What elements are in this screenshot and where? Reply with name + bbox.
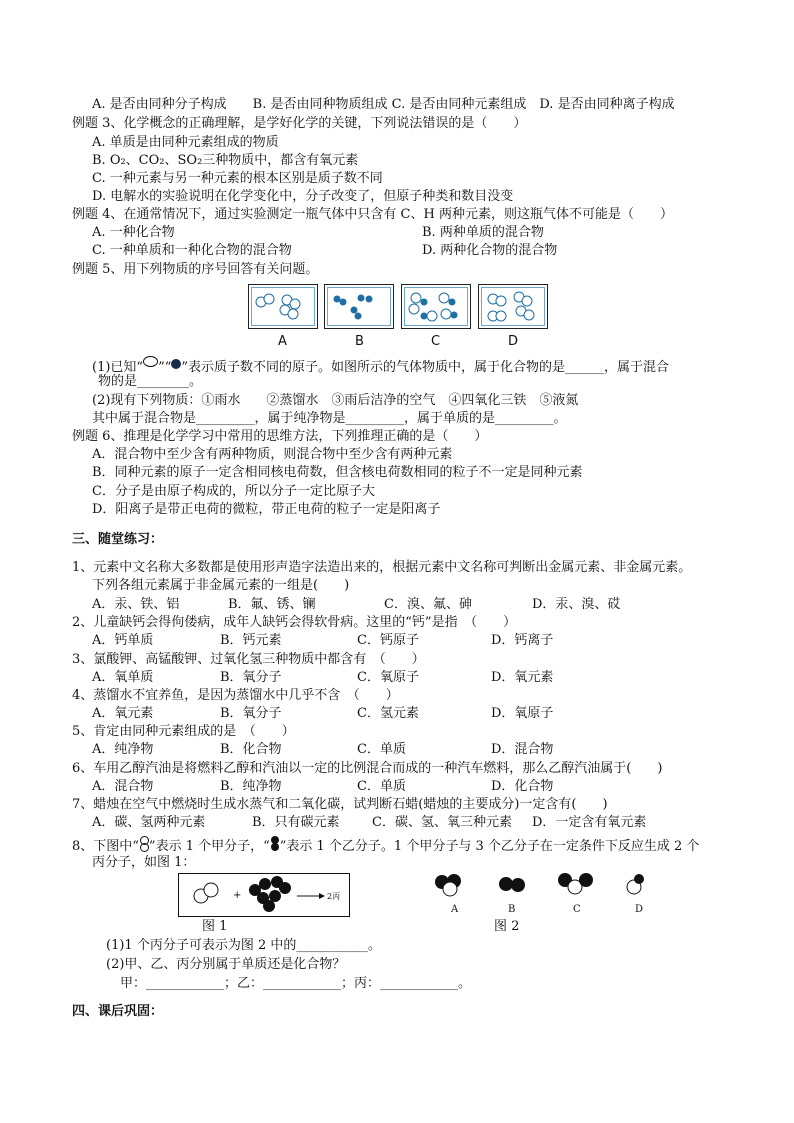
molecules-d: [479, 285, 547, 328]
example4-option-a: A. 一种化合物: [92, 225, 175, 240]
q8-part2-answers: 甲：____________；乙：____________；丙：____________。: [120, 976, 472, 991]
figure1-product: 2丙: [327, 892, 341, 901]
q4-option-a: A．氧元素: [92, 706, 154, 721]
figure2-caption: 图 2: [494, 919, 520, 934]
example3-question: 例题 3、化学概念的正确理解，是学好化学的关键，下列说法错误的是（ ）: [72, 116, 527, 131]
q3-option-d: D．氧元素: [491, 670, 554, 685]
example6-option-a: A．混合物中至少含有两种物质，则混合物中至少含有两种元素: [92, 447, 453, 462]
q4-option-d: D．氧原子: [491, 706, 554, 721]
part1-text: ”表示质子数不同的原子。如图所示的气体物质中，属于化合物的是______，属于混合: [181, 360, 670, 375]
figure1-reaction: [179, 874, 349, 916]
q5-option-a: A．纯净物: [92, 742, 154, 757]
part1-mid: ”“: [158, 360, 172, 375]
figure5-label-c: C: [431, 334, 441, 349]
q1-option-b: B．氟、锈、镧: [228, 597, 316, 612]
example3-option-d: D. 电解水的实验说明在化学变化中，分子改变了，但原子种类和数目没变: [92, 189, 514, 204]
q5-stem: 5、肯定由同种元素组成的是 （ ）: [72, 724, 295, 739]
example5-part2-cont: 其中属于混合物是_________，属于纯净物是_________，属于单质的是_________。: [92, 411, 567, 426]
example3-option-c: C. 一种元素与另一种元素的根本区别是质子数不同: [92, 171, 383, 186]
figure2-label-c: C: [573, 904, 581, 915]
q2-option-d: D．钙离子: [491, 633, 554, 648]
figure1-caption: 图 1: [202, 919, 228, 934]
figure5-box-b: [324, 284, 394, 329]
molecules-b: [325, 285, 393, 328]
q8-mid: ”表示 1 个甲分子，“: [148, 839, 270, 854]
q2-option-b: B．钙元素: [220, 633, 282, 648]
white-atom-icon: [143, 356, 158, 367]
q7-stem: 7、蜡烛在空气中燃烧时生成水蒸气和二氧化碳，试判断石蜡(蜡烛的主要成分)一定含有( ): [72, 797, 608, 812]
q7-option-b: B．只有碳元素: [252, 815, 340, 830]
q2-option-c: C．钙原子: [357, 633, 419, 648]
example5-part1-cont: 物的是________。: [98, 374, 203, 389]
figure1-box: [178, 873, 350, 917]
q7-option-c: C．碳、氢、氧三种元素: [372, 815, 512, 830]
q6-option-c: C．单质: [357, 779, 406, 794]
q8-part1: (1)1 个丙分子可表示为图 2 中的___________。: [106, 938, 381, 953]
q1-option-c: C．溴、氟、砷: [384, 597, 472, 612]
q3-option-a: A．氧单质: [92, 670, 154, 685]
q5-option-d: D．混合物: [491, 742, 554, 757]
example5-question: 例题 5、用下列物质的序号回答有关问题。: [72, 262, 319, 277]
example5-part2: (2)现有下列物质：①雨水 ②蒸馏水 ③雨后洁净的空气 ④四氧化三铁 ⑤液氮: [92, 393, 579, 408]
jia-molecule-icon: [139, 836, 149, 852]
q8-text: ”表示 1 个乙分子。1 个甲分子与 3 个乙分子在一定条件下反应生成 2 个: [279, 839, 700, 854]
figure5-label-b: B: [355, 334, 364, 349]
q3-option-c: C．氧原子: [357, 670, 419, 685]
example4-option-d: D. 两种化合物的混合物: [422, 243, 558, 258]
q8-part2: (2)甲、乙、丙分别属于单质还是化合物？: [106, 957, 346, 972]
example5-part1: [92, 356, 669, 376]
figure5-label-a: A: [278, 334, 287, 349]
q1-option-a: A．汞、铁、铝: [92, 597, 180, 612]
q1-stem-cont: 下列各组元素属于非金属元素的一组是( ): [92, 578, 350, 593]
q5-option-c: C．单质: [357, 742, 406, 757]
black-atom-icon: [171, 359, 181, 369]
q8-stem-cont: 丙分子，如图 1：: [92, 855, 196, 870]
figure2-label-d: D: [635, 904, 644, 915]
q6-stem: 6、车用乙醇汽油是将燃料乙醇和汽油以一定的比例混合而成的一种汽车燃料，那么乙醇汽油属于( ): [72, 761, 663, 776]
q6-option-a: A．混合物: [92, 779, 154, 794]
q8-prefix: 8、下图中“: [72, 839, 139, 854]
figure2-label-a: A: [451, 904, 459, 915]
example6-option-b: B．同种元素的原子一定含相同核电荷数，但含核电荷数相同的粒子不一定是同种元素: [92, 465, 583, 480]
example3-option-b: B. O₂、CO₂、SO₂三种物质中，都含有氧元素: [92, 153, 359, 168]
figure5-label-d: D: [508, 334, 519, 349]
example6-option-c: C．分子是由原子构成的，所以分子一定比原子大: [92, 484, 375, 499]
example3-option-a: A. 单质是由同种元素组成的物质: [92, 135, 279, 150]
q4-option-c: C．氢元素: [357, 706, 419, 721]
q4-stem: 4、蒸馏水不宜养鱼，是因为蒸馏水中几乎不含 （ ）: [72, 688, 399, 703]
example6-question: 例题 6、推理是化学学习中常用的思维方法，下列推理正确的是（ ）: [72, 429, 488, 444]
molecules-a: [249, 285, 317, 328]
q2-stem: 2、儿童缺钙会得佝偻病，成年人缺钙会得软骨病。这里的“钙”是指 （ ）: [72, 615, 517, 630]
section4-heading: 四、课后巩固：: [72, 1004, 164, 1019]
q8-stem: [72, 836, 699, 855]
q3-option-b: B．氧分子: [220, 670, 282, 685]
figure2-options: [428, 870, 658, 910]
example6-option-d: D．阳离子是带正电荷的微粒，带正电荷的粒子一定是阳离子: [92, 502, 441, 517]
q1-option-d: D．汞、溴、砹: [532, 597, 621, 612]
figure5-box-c: [401, 284, 471, 329]
figure5-box-a: [248, 284, 318, 329]
example2-options: A. 是否由同种分子构成 B. 是否由同种物质组成 C. 是否由同种元素组成 D. 是否由同种离子构成: [92, 97, 675, 112]
q6-option-b: B．纯净物: [220, 779, 282, 794]
example4-option-c: C. 一种单质和一种化合物的混合物: [92, 243, 292, 258]
example4-option-b: B. 两种单质的混合物: [422, 225, 544, 240]
q7-option-a: A．碳、氢两种元素: [92, 815, 206, 830]
figure2-label-b: B: [508, 904, 516, 915]
q6-option-d: D．化合物: [491, 779, 554, 794]
q1-stem: 1、元素中文名称大多数都是使用形声造字法造出来的，根据元素中文名称可判断出金属元素、非金属元素。: [72, 560, 692, 575]
q4-option-b: B．氧分子: [220, 706, 282, 721]
q2-option-a: A．钙单质: [92, 633, 154, 648]
q7-option-d: D．一定含有氧元素: [532, 815, 647, 830]
molecules-c: [402, 285, 470, 328]
yi-molecule-icon: [270, 836, 280, 852]
figure1-plus: +: [233, 890, 242, 901]
q5-option-b: B．化合物: [220, 742, 282, 757]
q3-stem: 3、氯酸钾、高锰酸钾、过氧化氢三种物质中都含有 （ ）: [72, 652, 425, 667]
part1-prefix: (1)已知“: [92, 360, 144, 375]
figure5-box-d: [478, 284, 548, 329]
section3-heading: 三、随堂练习：: [72, 532, 164, 547]
example4-question: 例题 4、在通常情况下，通过实验测定一瓶气体中只含有 C、H 两种元素，则这瓶气体不可能是（ ）: [72, 207, 673, 222]
